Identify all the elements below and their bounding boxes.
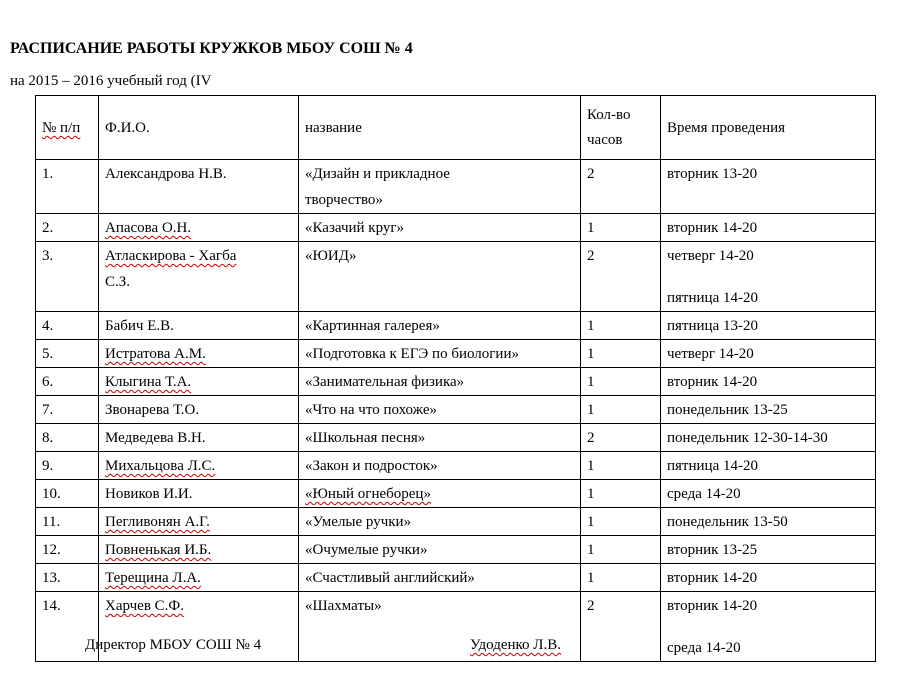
table-row [36, 424, 876, 452]
row-name: «Юный огнеборец» [299, 480, 581, 508]
row-num: 9. [36, 452, 99, 480]
row-fio: Михальцова Л.С. [99, 452, 299, 480]
row-hours: 2 [581, 242, 661, 312]
row-time: вторник 14-20 [661, 214, 876, 242]
table-row [36, 160, 876, 214]
row-time: вторник 13-20 [661, 160, 876, 214]
table-row [36, 508, 876, 536]
row-name: «Картинная галерея» [299, 312, 581, 340]
row-name: «Подготовка к ЕГЭ по биологии» [299, 340, 581, 368]
row-hours: 1 [581, 312, 661, 340]
row-num: 1. [36, 160, 99, 214]
header-num: № п/п [36, 96, 99, 160]
row-num: 6. [36, 368, 99, 396]
row-fio: Харчев С.Ф. [99, 592, 299, 662]
row-fio: Медведева В.Н. [99, 424, 299, 452]
row-name: «Закон и подросток» [299, 452, 581, 480]
row-name: «Что на что похоже» [299, 396, 581, 424]
row-num: 5. [36, 340, 99, 368]
row-name: «Счастливый английский» [299, 564, 581, 592]
row-name: «Очумелые ручки» [299, 536, 581, 564]
header-time: Время проведения [661, 96, 876, 160]
row-name: «Занимательная физика» [299, 368, 581, 396]
document-subtitle: на 2015 – 2016 учебный год (IV [10, 73, 212, 89]
row-time: среда 14-20 [661, 480, 876, 508]
row-time: понедельник 12-30-14-30 [661, 424, 876, 452]
row-time: понедельник 13-50 [661, 508, 876, 536]
table-row [36, 340, 876, 368]
table-row [36, 312, 876, 340]
row-name: «Школьная песня» [299, 424, 581, 452]
row-fio: Новиков И.И. [99, 480, 299, 508]
row-num: 14. [36, 592, 99, 662]
row-num: 12. [36, 536, 99, 564]
row-name: «Казачий круг» [299, 214, 581, 242]
row-hours: 2 [581, 424, 661, 452]
table-row [36, 564, 876, 592]
row-fio: Пегливонян А.Г. [99, 508, 299, 536]
row-num: 2. [36, 214, 99, 242]
row-hours: 2 [581, 592, 661, 662]
row-hours: 1 [581, 480, 661, 508]
row-fio: Бабич Е.В. [99, 312, 299, 340]
row-hours: 1 [581, 368, 661, 396]
footer-director-name: Удоденко Л.В. [470, 637, 561, 653]
table-header-row [36, 96, 876, 160]
table-row [36, 480, 876, 508]
row-num: 10. [36, 480, 99, 508]
row-num: 3. [36, 242, 99, 312]
row-hours: 1 [581, 536, 661, 564]
header-fio: Ф.И.О. [99, 96, 299, 160]
row-time: вторник 14-20 [661, 368, 876, 396]
row-name: «ЮИД» [299, 242, 581, 312]
table-row [36, 396, 876, 424]
row-name: «Дизайн и прикладное творчество» [299, 160, 581, 214]
row-fio: Терещина Л.А. [99, 564, 299, 592]
row-hours: 1 [581, 214, 661, 242]
table-row [36, 368, 876, 396]
row-num: 4. [36, 312, 99, 340]
header-name: название [299, 96, 581, 160]
row-name: «Умелые ручки» [299, 508, 581, 536]
row-time: вторник 13-25 [661, 536, 876, 564]
row-num: 13. [36, 564, 99, 592]
schedule-table [35, 95, 876, 662]
table-row [36, 214, 876, 242]
row-time: понедельник 13-25 [661, 396, 876, 424]
footer-director-title: Директор МБОУ СОШ № 4 [85, 637, 262, 653]
row-fio: Александрова Н.В. [99, 160, 299, 214]
row-hours: 1 [581, 508, 661, 536]
row-hours: 1 [581, 396, 661, 424]
row-fio: Повненькая И.Б. [99, 536, 299, 564]
row-hours: 2 [581, 160, 661, 214]
row-num: 7. [36, 396, 99, 424]
row-time: четверг 14-20 пятница 14-20 [661, 242, 876, 312]
table-row [36, 452, 876, 480]
row-name: «Шахматы» [299, 592, 581, 662]
row-hours: 1 [581, 564, 661, 592]
row-fio: Клыгина Т.А. [99, 368, 299, 396]
row-hours: 1 [581, 340, 661, 368]
row-time: четверг 14-20 [661, 340, 876, 368]
row-time: пятница 13-20 [661, 312, 876, 340]
row-num: 11. [36, 508, 99, 536]
header-count: Кол-во часов [581, 96, 661, 160]
row-num: 8. [36, 424, 99, 452]
document-title: РАСПИСАНИЕ РАБОТЫ КРУЖКОВ МБОУ СОШ № 4 [10, 40, 413, 57]
row-fio: Истратова А.М. [99, 340, 299, 368]
row-fio: Звонарева Т.О. [99, 396, 299, 424]
row-time: вторник 14-20 [661, 564, 876, 592]
row-time: пятница 14-20 [661, 452, 876, 480]
row-fio: Атласкирова - Хагба С.З. [99, 242, 299, 312]
table-row [36, 536, 876, 564]
row-time: вторник 14-20 среда 14-20 [661, 592, 876, 662]
table-row [36, 242, 876, 312]
row-fio: Апасова О.Н. [99, 214, 299, 242]
row-hours: 1 [581, 452, 661, 480]
